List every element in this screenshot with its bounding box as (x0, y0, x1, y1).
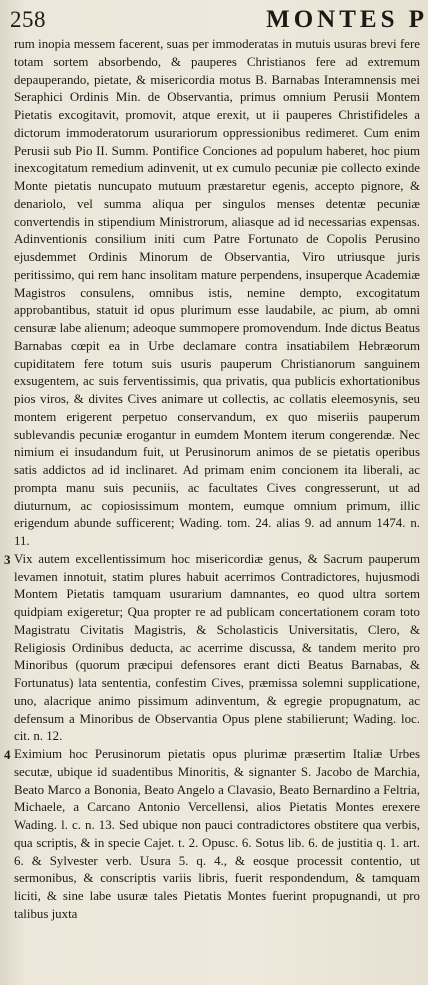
paragraph-text: rum inopia messem facerent, suas per immoderatas in mutuis usuras brevi fere totam sortem absorbendo, & pauperes Christianos fere ad extremum depauperando, pietate, & misericordia motus B. Barnabas Interamnensis mei Seraphici Ordinis Min. de Observantia, primus omnium Perusii Montem Pietatis excogitavit, promovit, atque erexit, ut ii pauperes Christifideles a dictorum immoderatorum usurariorum oppressionibus redimeret. Cum enim Perusii sub Pio II. Summ. Pontifice Conciones ad populum haberet, hoc pium inexcogitatum remedium adinvenit, ut ex cumulo pecuniæ pie collecto exinde Monte pietatis nuncupato mutuum præstaretur egenis, accepto pignore, & denariolo, vel summa aliqua per singulos menses detentæ pecuniæ convertendis in stipendium Ministrorum, aliasque ad id necessarias expensas. Adinventionis consilium initi cum Patre Fortunato de Copolis Perusino ejusdemmet Ordinis Minorum de Observantia, Viro utriusque juris peritissimo, qui rem hanc insolitam mature perpendens, insuperque Academiæ Magistros consulens, omnibus istis, nemine dempto, excogitatum approbantibus, statuit id opus plurimum esse laudabile, ac pium, ab omni censuræ labe alienum; adeoque summopere promovendum. Inde dictus Beatus Barnabas cœpit ea in Urbe declamare contra insatiabilem Hebræorum cupiditatem fere totum suis usuris pauperum Christianorum sanguinem exsugentem, ac suis ferventissimis, qua privatis, qua publicis exhortationibus pios viros, & divites Cives animare ut collectis, ac collatis eleemosynis, seu montem erigerent perpetuo conservandum, ex quo miseriis pauperum sublevandis pecuniæ erogantur in eumdem Montem iterum congerendæ. Nec nimium ei insudandum fuit, ut Perusinorum animos de se pietatis operibus satis addictos ad id inclinaret. Ad primam enim concionem ita liberali, ac prompta manu suis pecuniis, ac facultates Cives congresserunt, ut ad diuturnum, ac copiosissimum montem, eumque omnium primum, illic erigendum abunde sufficerent; Wading. tom. 24. alias 9. ad annum 1474. n. 11. (14, 37, 420, 548)
page-number: 258 (10, 7, 46, 32)
running-header (10, 6, 428, 36)
paragraph-text: Eximium hoc Perusinorum pietatis opus plurimæ præsertim Italiæ Urbes secutæ, ubique id suadentibus Minoritis, & signanter S. Jacobo de Marchia, Beato Marco a Bononia, Beato Angelo a Clavasio, Beato Bernardino a Feltria, Michaele, a Carcano Antonio Vercellensi, alios Pietatis Montes erexere Wading. l. c. n. 13. Sed ubique non pauci contradictores obstitere qua verbis, qua scriptis, & in specie Cajet. t. 2. Opusc. 6. Sotus lib. 6. de justitia q. 1. art. 6. & Sylvester verb. Usura 5. q. 4., & eosque processit contentio, ut sermonibus, & conscriptis variis libris, fuerit respondendum, & tamquam liciti, & sine labe usuræ tales Pietatis Montes fuerint propugnandi, ut pro talibus juxta (14, 747, 420, 921)
running-title: MONTES P (266, 6, 428, 33)
paragraph-number: 3 (4, 551, 11, 567)
paragraph-2 (14, 36, 420, 551)
paragraph-number: 4 (4, 747, 11, 762)
paragraph-3 (4, 551, 420, 746)
paragraph-4 (4, 746, 420, 924)
paragraph-text: Vix autem excellentissimum hoc misericordiæ genus, & Sacrum pauperum levamen innotuit, statim plures habuit acerrimos Contradictores, hujusmodi Montem Pietatis tamquam usurarium damnantes, eo quod ultra sortem quidpiam exigeretur; Qua propter re ad publicam concertationem coram toto Magistratu Civitatis Magistris, & Scholasticis Universitatis, Clero, & Religiosis Ordinibus deducta, ac acerrime discussa, & tandem merito pro Minoribus (quorum præcipui defensores erant dicti Beatus Barnabas, & Fortunatus) lata sententia, confestim Cives, præmissa solemni supplicatione, uno, alacrique animo pissimum adinventum, & egregie propugnatum, ac defensum a Minoribus de Observantia Opus plene stabilierunt; Wading. loc. cit. n. 12. (14, 551, 420, 744)
